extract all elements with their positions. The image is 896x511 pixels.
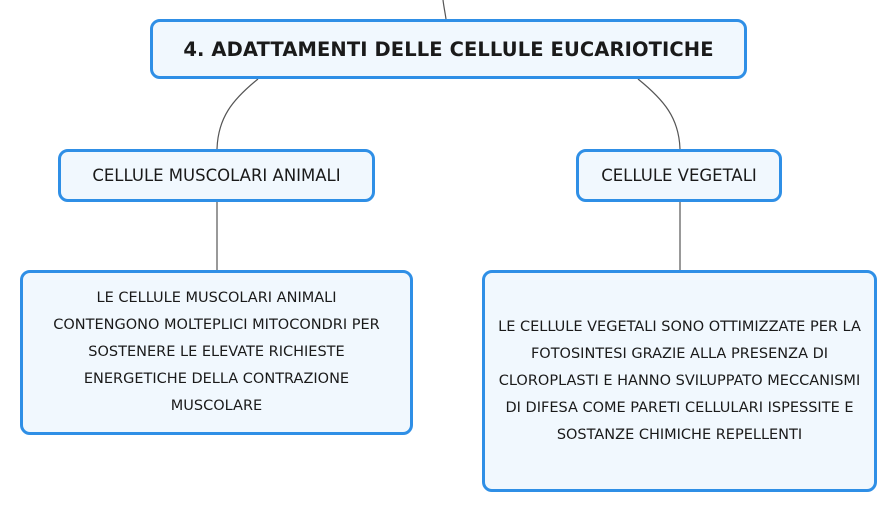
connector-root-to-right-branch [638,79,680,149]
root-node-label: 4. ADATTAMENTI DELLE CELLULE EUCARIOTICHE [183,37,714,61]
root-node[interactable] [150,19,747,79]
connector-root-to-left-branch [217,79,258,149]
branch-node-label: CELLULE MUSCOLARI ANIMALI [92,166,341,185]
detail-node-plant-cells[interactable] [482,270,877,492]
detail-node-text: LE CELLULE VEGETALI SONO OTTIMIZZATE PER LA FOTOSINTESI GRAZIE ALLA PRESENZA DI CLOROPLASTI E HANNO SVILUPPATO MECCANISMI DI DIFESA COME PARETI CELLULARI ISPESSITE E SOSTANZE CHIMICHE REPELLENTI [498,318,861,443]
branch-node-muscle-cells[interactable] [58,149,375,202]
detail-node-text: LE CELLULE MUSCOLARI ANIMALI CONTENGONO MOLTEPLICI MITOCONDRI PER SOSTENERE LE ELEVATE RICHIESTE ENERGETICHE DELLA CONTRAZIONE MUSCOLARE [53,290,380,414]
connector-parent-to-root [443,0,446,19]
branch-node-plant-cells[interactable] [576,149,782,202]
detail-node-muscle-cells[interactable] [20,270,413,435]
branch-node-label: CELLULE VEGETALI [601,166,757,185]
